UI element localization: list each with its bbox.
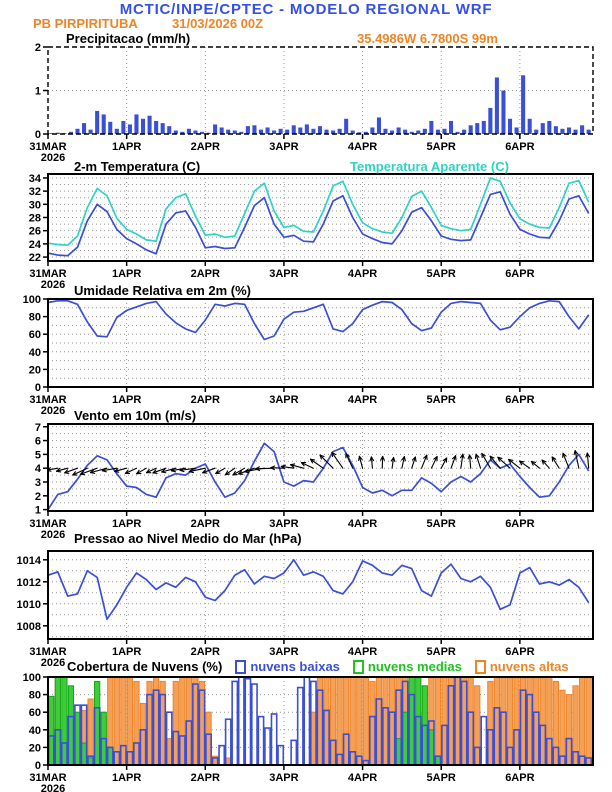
svg-text:1APR: 1APR xyxy=(111,141,142,153)
svg-text:32: 32 xyxy=(28,186,41,199)
svg-text:30: 30 xyxy=(28,199,41,212)
svg-text:5APR: 5APR xyxy=(426,772,456,784)
svg-text:100: 100 xyxy=(22,294,41,306)
svg-text:5APR: 5APR xyxy=(426,646,456,658)
svg-text:2APR: 2APR xyxy=(190,394,220,406)
svg-text:40: 40 xyxy=(28,346,41,359)
run-timestamp: 31/03/2026 00Z xyxy=(172,16,264,31)
svg-text:20: 20 xyxy=(28,742,41,755)
svg-text:6APR: 6APR xyxy=(505,394,535,406)
svg-text:2APR: 2APR xyxy=(190,518,220,530)
panel-title-pressao: Pressao ao Nivel Medio do Mar (hPa) xyxy=(74,531,302,546)
svg-text:3: 3 xyxy=(34,477,41,489)
nuvens-altas-swatch-icon xyxy=(475,660,486,674)
svg-text:31MAR: 31MAR xyxy=(29,268,67,280)
svg-text:6APR: 6APR xyxy=(505,646,535,658)
svg-text:4APR: 4APR xyxy=(347,646,378,658)
svg-text:2026: 2026 xyxy=(40,279,66,291)
svg-text:31MAR: 31MAR xyxy=(29,772,67,784)
svg-text:6APR: 6APR xyxy=(505,518,535,530)
svg-text:26: 26 xyxy=(28,225,41,238)
svg-text:4: 4 xyxy=(34,463,41,476)
svg-text:5APR: 5APR xyxy=(426,268,456,280)
svg-text:31MAR: 31MAR xyxy=(29,141,67,153)
svg-text:1APR: 1APR xyxy=(111,772,142,784)
svg-text:6APR: 6APR xyxy=(505,772,535,784)
svg-text:4APR: 4APR xyxy=(347,394,378,406)
panel-title-precipitacao: Precipitacao (mm/h) xyxy=(66,31,191,46)
svg-text:3APR: 3APR xyxy=(269,268,299,280)
svg-text:7: 7 xyxy=(34,421,41,434)
svg-text:2APR: 2APR xyxy=(190,141,220,153)
svg-text:0: 0 xyxy=(34,129,41,141)
svg-text:2026: 2026 xyxy=(40,529,66,541)
panel-title-vento: Vento em 10m (m/s) xyxy=(74,408,197,423)
svg-text:2: 2 xyxy=(34,490,41,503)
svg-text:4APR: 4APR xyxy=(347,141,378,153)
legend-nuvens-baixas xyxy=(235,659,340,674)
svg-text:24: 24 xyxy=(28,238,41,251)
nuvens-baixas-swatch-icon xyxy=(235,660,246,674)
svg-text:2026: 2026 xyxy=(40,405,66,417)
panel-title-nuvens: Cobertura de Nuvens (%) xyxy=(67,659,223,674)
svg-text:2026: 2026 xyxy=(40,783,66,792)
svg-text:3APR: 3APR xyxy=(269,518,299,530)
svg-text:28: 28 xyxy=(28,212,41,225)
svg-text:5: 5 xyxy=(34,449,41,462)
svg-text:31MAR: 31MAR xyxy=(29,394,67,406)
svg-text:5APR: 5APR xyxy=(426,394,456,406)
svg-text:2APR: 2APR xyxy=(190,772,220,784)
panel-title-temperatura: 2-m Temperatura (C) xyxy=(74,159,201,174)
cloud-title-legend-row xyxy=(67,659,569,674)
svg-text:3APR: 3APR xyxy=(269,772,299,784)
svg-text:1APR: 1APR xyxy=(111,268,142,280)
svg-text:100: 100 xyxy=(22,672,41,684)
svg-text:2APR: 2APR xyxy=(190,268,220,280)
svg-text:4APR: 4APR xyxy=(347,772,378,784)
svg-text:20: 20 xyxy=(28,364,41,377)
svg-text:2026: 2026 xyxy=(40,657,66,669)
svg-text:6APR: 6APR xyxy=(505,268,535,280)
svg-text:1014: 1014 xyxy=(16,554,41,567)
svg-text:5APR: 5APR xyxy=(426,141,456,153)
svg-text:60: 60 xyxy=(28,707,41,720)
legend-nuvens-altas xyxy=(475,659,569,674)
svg-text:22: 22 xyxy=(28,252,41,265)
legend-nuvens-medias xyxy=(353,659,462,674)
svg-text:2APR: 2APR xyxy=(190,646,220,658)
svg-text:3APR: 3APR xyxy=(269,141,299,153)
svg-text:34: 34 xyxy=(28,172,41,185)
svg-text:3APR: 3APR xyxy=(269,646,299,658)
svg-text:2: 2 xyxy=(34,42,41,54)
svg-text:6APR: 6APR xyxy=(505,141,535,153)
svg-text:60: 60 xyxy=(28,329,41,342)
station-label: PB PIRPIRITUBA xyxy=(33,16,138,31)
svg-text:1APR: 1APR xyxy=(111,394,142,406)
svg-text:6: 6 xyxy=(34,435,41,448)
svg-text:31MAR: 31MAR xyxy=(29,518,67,530)
legend-label-medias: nuvens medias xyxy=(367,659,462,674)
svg-text:5APR: 5APR xyxy=(426,518,456,530)
svg-text:4APR: 4APR xyxy=(347,268,378,280)
svg-text:1APR: 1APR xyxy=(111,518,142,530)
legend-label-altas: nuvens altas xyxy=(489,659,569,674)
svg-text:40: 40 xyxy=(28,724,41,737)
svg-text:31MAR: 31MAR xyxy=(29,646,67,658)
svg-text:1012: 1012 xyxy=(16,576,41,589)
nuvens-medias-swatch-icon xyxy=(353,660,364,674)
temperatura-aparente-label: Temperatura Aparente (C) xyxy=(350,159,509,174)
svg-text:0: 0 xyxy=(34,382,41,394)
svg-text:2026: 2026 xyxy=(40,152,66,164)
svg-text:1APR: 1APR xyxy=(111,646,142,658)
svg-text:3APR: 3APR xyxy=(269,394,299,406)
svg-text:1: 1 xyxy=(34,504,41,517)
svg-text:80: 80 xyxy=(28,689,41,702)
svg-text:0: 0 xyxy=(34,760,41,772)
svg-text:1: 1 xyxy=(34,85,41,98)
app-title: MCTIC/INPE/CPTEC - MODELO REGIONAL WRF xyxy=(119,1,493,18)
panel-title-umidade: Umidade Relativa em 2m (%) xyxy=(74,283,252,298)
coords-label: 35.4986W 6.7800S 99m xyxy=(357,31,498,46)
legend-label-baixas: nuvens baixas xyxy=(250,659,340,674)
svg-text:4APR: 4APR xyxy=(347,518,378,530)
svg-text:1008: 1008 xyxy=(16,620,41,633)
svg-text:1010: 1010 xyxy=(16,598,41,611)
svg-text:80: 80 xyxy=(28,311,41,324)
